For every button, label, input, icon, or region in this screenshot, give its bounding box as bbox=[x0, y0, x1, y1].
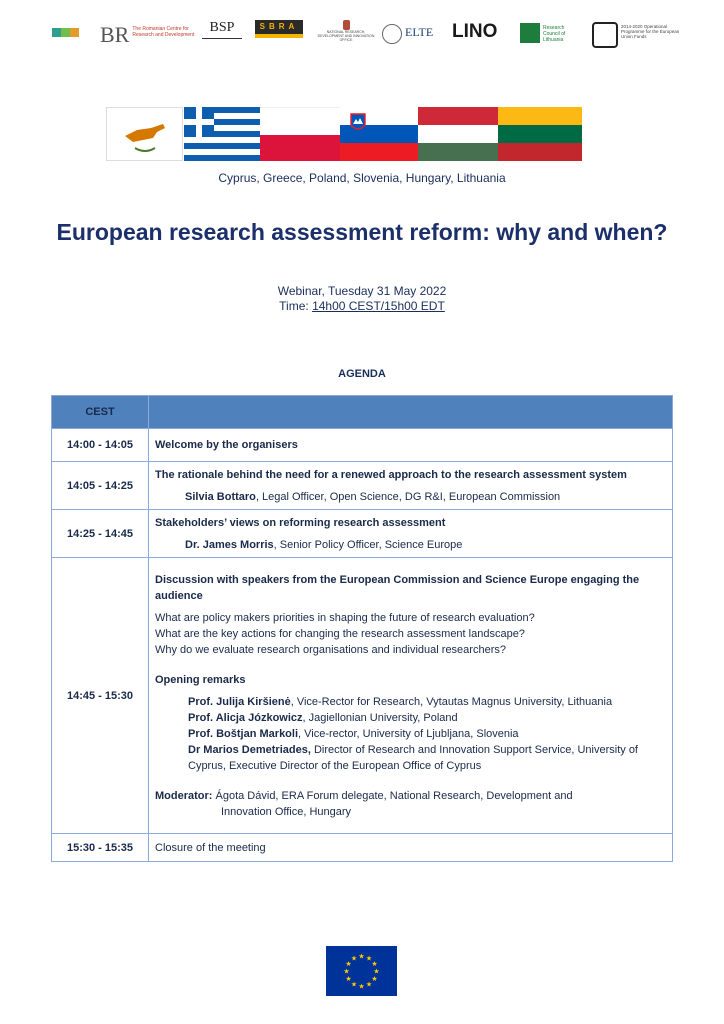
row-content bbox=[149, 834, 673, 862]
moderator-text-cont: Innovation Office, Hungary bbox=[221, 805, 352, 818]
speaker-role: , Senior Policy Officer, Science Europe bbox=[273, 538, 463, 551]
row-time: 14:25 - 14:45 bbox=[52, 510, 149, 558]
logo-bbr-icon: BR The Romanian Centre for Research and Development bbox=[100, 22, 195, 47]
lithuania-flag-icon bbox=[498, 107, 582, 161]
opener-name: Prof. Alicja Józkowicz bbox=[188, 711, 303, 724]
speaker-line bbox=[155, 537, 666, 553]
partner-logos bbox=[46, 14, 686, 60]
table-row bbox=[52, 834, 673, 862]
opener-item bbox=[188, 726, 666, 742]
speaker-name: Dr. James Morris bbox=[185, 538, 274, 551]
logo-1-icon bbox=[52, 20, 88, 54]
opener-list bbox=[155, 694, 666, 774]
opener-item bbox=[188, 710, 666, 726]
opener-name: Prof. Julija Kiršienė bbox=[188, 695, 291, 708]
opener-role: , Vice-Rector for Research, Vytautas Magnus University, Lithuania bbox=[290, 695, 613, 708]
time-label: Time: bbox=[279, 299, 313, 313]
logo-lino-icon: LINO bbox=[452, 21, 498, 42]
table-header-row bbox=[52, 396, 673, 429]
opener-name: Prof. Boštjan Markoli bbox=[188, 727, 299, 740]
table-row bbox=[52, 429, 673, 462]
question-item: Why do we evaluate research organisations and individual researchers? bbox=[155, 643, 506, 656]
logo-bsp-icon: BSP bbox=[202, 20, 242, 54]
eu-star-icon: ★ bbox=[373, 968, 380, 976]
header-content-cell bbox=[149, 396, 673, 429]
logo-sbra-icon: SBRA bbox=[255, 20, 303, 54]
page-title: European research assessment reform: why and when? bbox=[56, 219, 668, 245]
cyprus-flag-icon bbox=[106, 107, 183, 161]
eu-star-icon: ★ bbox=[371, 976, 378, 983]
webinar-info bbox=[0, 284, 724, 314]
webinar-time bbox=[0, 299, 724, 314]
hungary-flag-icon bbox=[418, 107, 498, 161]
country-flags bbox=[106, 107, 582, 161]
slovenia-flag-icon bbox=[340, 107, 418, 161]
moderator-text: Ágota Dávid, ERA Forum delegate, National Research, Development and bbox=[212, 789, 573, 802]
eu-star-icon: ★ bbox=[371, 961, 378, 968]
row-time: 14:00 - 14:05 bbox=[52, 429, 149, 462]
greece-flag-icon bbox=[184, 107, 260, 161]
session-title: Welcome by the organisers bbox=[155, 439, 298, 451]
eu-stars-icon bbox=[326, 946, 397, 996]
table-row bbox=[52, 510, 673, 558]
webinar-date: Webinar, Tuesday 31 May 2022 bbox=[277, 284, 447, 298]
eu-star-icon: ★ bbox=[358, 953, 365, 961]
logo-rcl-icon: Research Council of Lithuania bbox=[520, 20, 586, 54]
row-time: 14:05 - 14:25 bbox=[52, 462, 149, 510]
row-time: 14:45 - 15:30 bbox=[52, 558, 149, 834]
moderator-label: Moderator: bbox=[155, 789, 213, 802]
agenda-table bbox=[51, 395, 673, 862]
moderator-line bbox=[155, 788, 666, 804]
row-time: 15:30 - 15:35 bbox=[52, 834, 149, 862]
row-content bbox=[149, 429, 673, 462]
logo-fund-icon: 2014-2020 Operational Programme for the European Union Funds bbox=[592, 20, 686, 54]
eu-star-icon: ★ bbox=[358, 983, 365, 991]
agenda-heading: AGENDA bbox=[338, 368, 386, 380]
row-content bbox=[149, 558, 673, 834]
session-title: Discussion with speakers from the European Commission and Science Europe engaging the audience bbox=[155, 573, 640, 602]
eu-star-icon: ★ bbox=[365, 955, 373, 963]
table-row bbox=[52, 462, 673, 510]
countries-line: Cyprus, Greece, Poland, Slovenia, Hungary, Lithuania bbox=[218, 171, 506, 185]
table-row bbox=[52, 558, 673, 834]
eu-star-icon: ★ bbox=[345, 976, 352, 983]
eu-star-icon: ★ bbox=[350, 955, 358, 963]
logo-nrdio-icon: NATIONAL RESEARCH, DEVELOPMENT AND INNOVATION OFFICE bbox=[314, 20, 378, 54]
time-link[interactable]: 14h00 CEST/15h00 EDT bbox=[312, 299, 445, 313]
logo-elte-icon: ELTE bbox=[382, 20, 440, 54]
session-title: Stakeholders’ views on reforming research assessment bbox=[155, 516, 446, 529]
eu-star-icon: ★ bbox=[345, 961, 352, 968]
speaker-role: , Legal Officer, Open Science, DG R&I, European Commission bbox=[255, 490, 561, 503]
eu-flag-icon bbox=[326, 946, 397, 996]
opener-role: Director of Research and Innovation Support Service, University of Cyprus, Executive Director of the European Office of Cyprus bbox=[188, 743, 638, 772]
speaker-name: Silvia Bottaro bbox=[185, 490, 256, 503]
question-item: What are the key actions for changing the research assessment landscape? bbox=[155, 627, 525, 640]
opener-item bbox=[188, 742, 666, 774]
row-content bbox=[149, 510, 673, 558]
speaker-line bbox=[155, 489, 666, 505]
opener-role: , Vice-rector, University of Ljubljana, Slovenia bbox=[298, 727, 519, 740]
opener-role: , Jagiellonian University, Poland bbox=[302, 711, 458, 724]
opener-name: Dr Marios Demetriades, bbox=[188, 743, 311, 756]
opener-item bbox=[188, 694, 666, 710]
eu-star-icon: ★ bbox=[343, 968, 350, 976]
header-time-cell: CEST bbox=[52, 396, 149, 429]
session-title: The rationale behind the need for a renewed approach to the research assessment system bbox=[155, 468, 627, 481]
eu-star-icon: ★ bbox=[365, 981, 373, 989]
eu-star-icon: ★ bbox=[350, 981, 358, 989]
row-content bbox=[149, 462, 673, 510]
opening-remarks-label: Opening remarks bbox=[155, 673, 246, 686]
session-title: Closure of the meeting bbox=[155, 841, 266, 854]
question-item: What are policy makers priorities in shaping the future of research evaluation? bbox=[155, 611, 535, 624]
discussion-questions bbox=[155, 610, 666, 658]
poland-flag-icon bbox=[260, 107, 340, 161]
